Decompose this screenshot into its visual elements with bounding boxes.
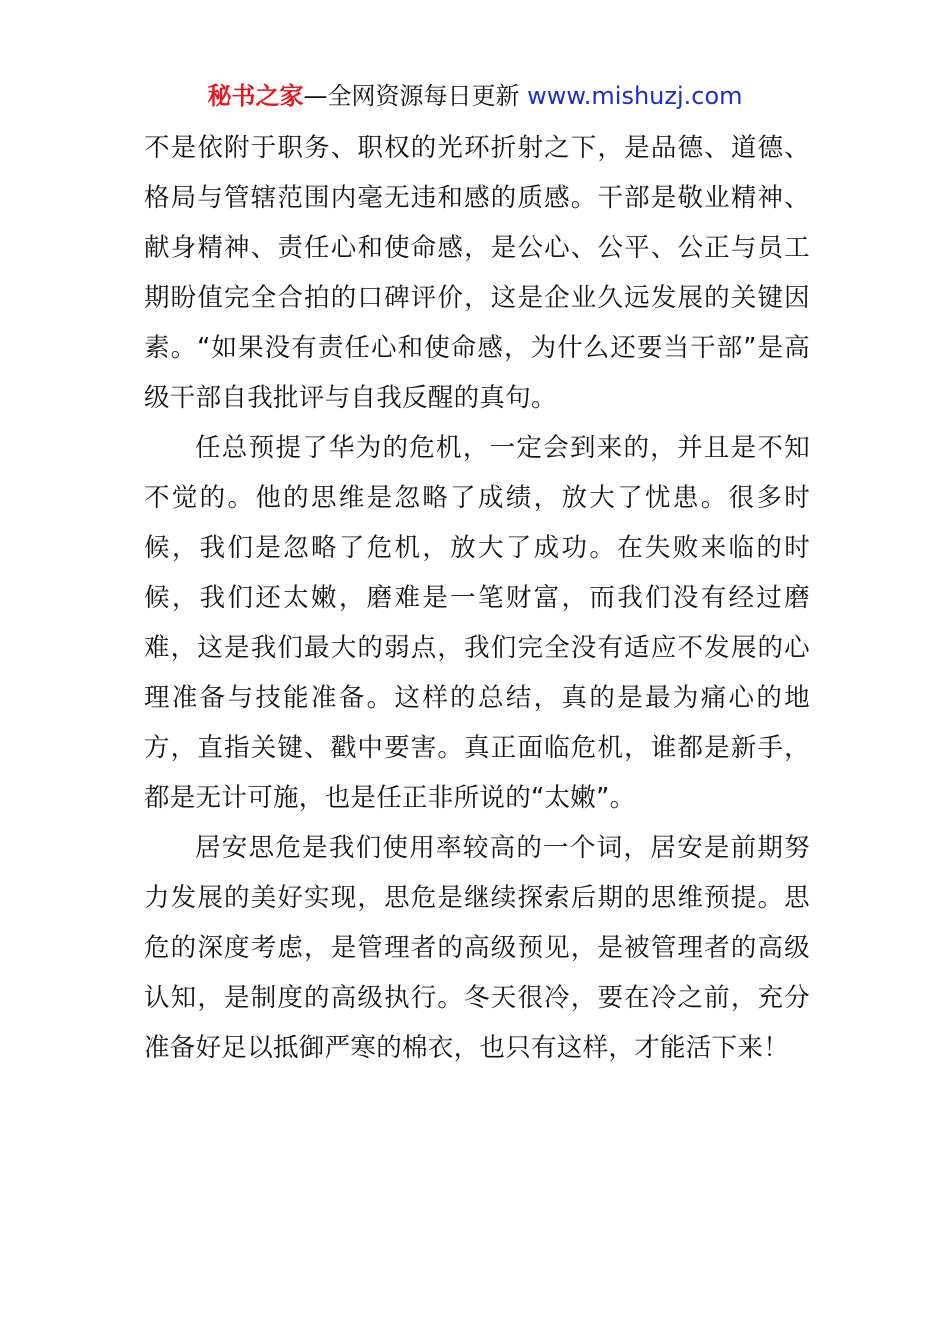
site-url-link[interactable]: www.mishuzj.com (527, 82, 743, 110)
paragraph-1: 不是依附于职务、职权的光环折射之下，是品德、道德、格局与管辖范围内毫无违和感的质感。干部是敬业精神、献身精神、责任心和使命感，是公心、公平、公正与员工期盼值完全合拍的口碑评价，这是企业久远发展的关键因素。“如果没有责任心和使命感，为什么还要当干部”是高级干部自我批评与自我反醒的真句。 (144, 133, 810, 413)
paragraph-3: 居安思危是我们使用率较高的一个词，居安是前期努力发展的美好实现，思危是继续探索后期的思维预提。思危的深度考虑，是管理者的高级预见，是被管理者的高级认知，是制度的高级执行。冬天很冷，要在冷之前，充分准备好足以抵御严寒的棉衣，也只有这样，才能活下来！ (144, 833, 810, 1063)
document-body (144, 123, 810, 1073)
site-header (0, 80, 950, 112)
paragraph-2: 任总预提了华为的危机，一定会到来的，并且是不知不觉的。他的思维是忽略了成绩，放大了忧患。很多时候，我们是忽略了危机，放大了成功。在失败来临的时候，我们还太嫩，磨难是一笔财富，而我们没有经过磨难，这是我们最大的弱点，我们完全没有适应不发展的心理准备与技能准备。这样的总结，真的是最为痛心的地方，直指关键、戳中要害。真正面临危机，谁都是新手，都是无计可施，也是任正非所说的“太嫩”。 (144, 433, 810, 813)
site-tagline: —全网资源每日更新 (303, 82, 520, 110)
site-brand: 秘书之家 (207, 82, 304, 110)
